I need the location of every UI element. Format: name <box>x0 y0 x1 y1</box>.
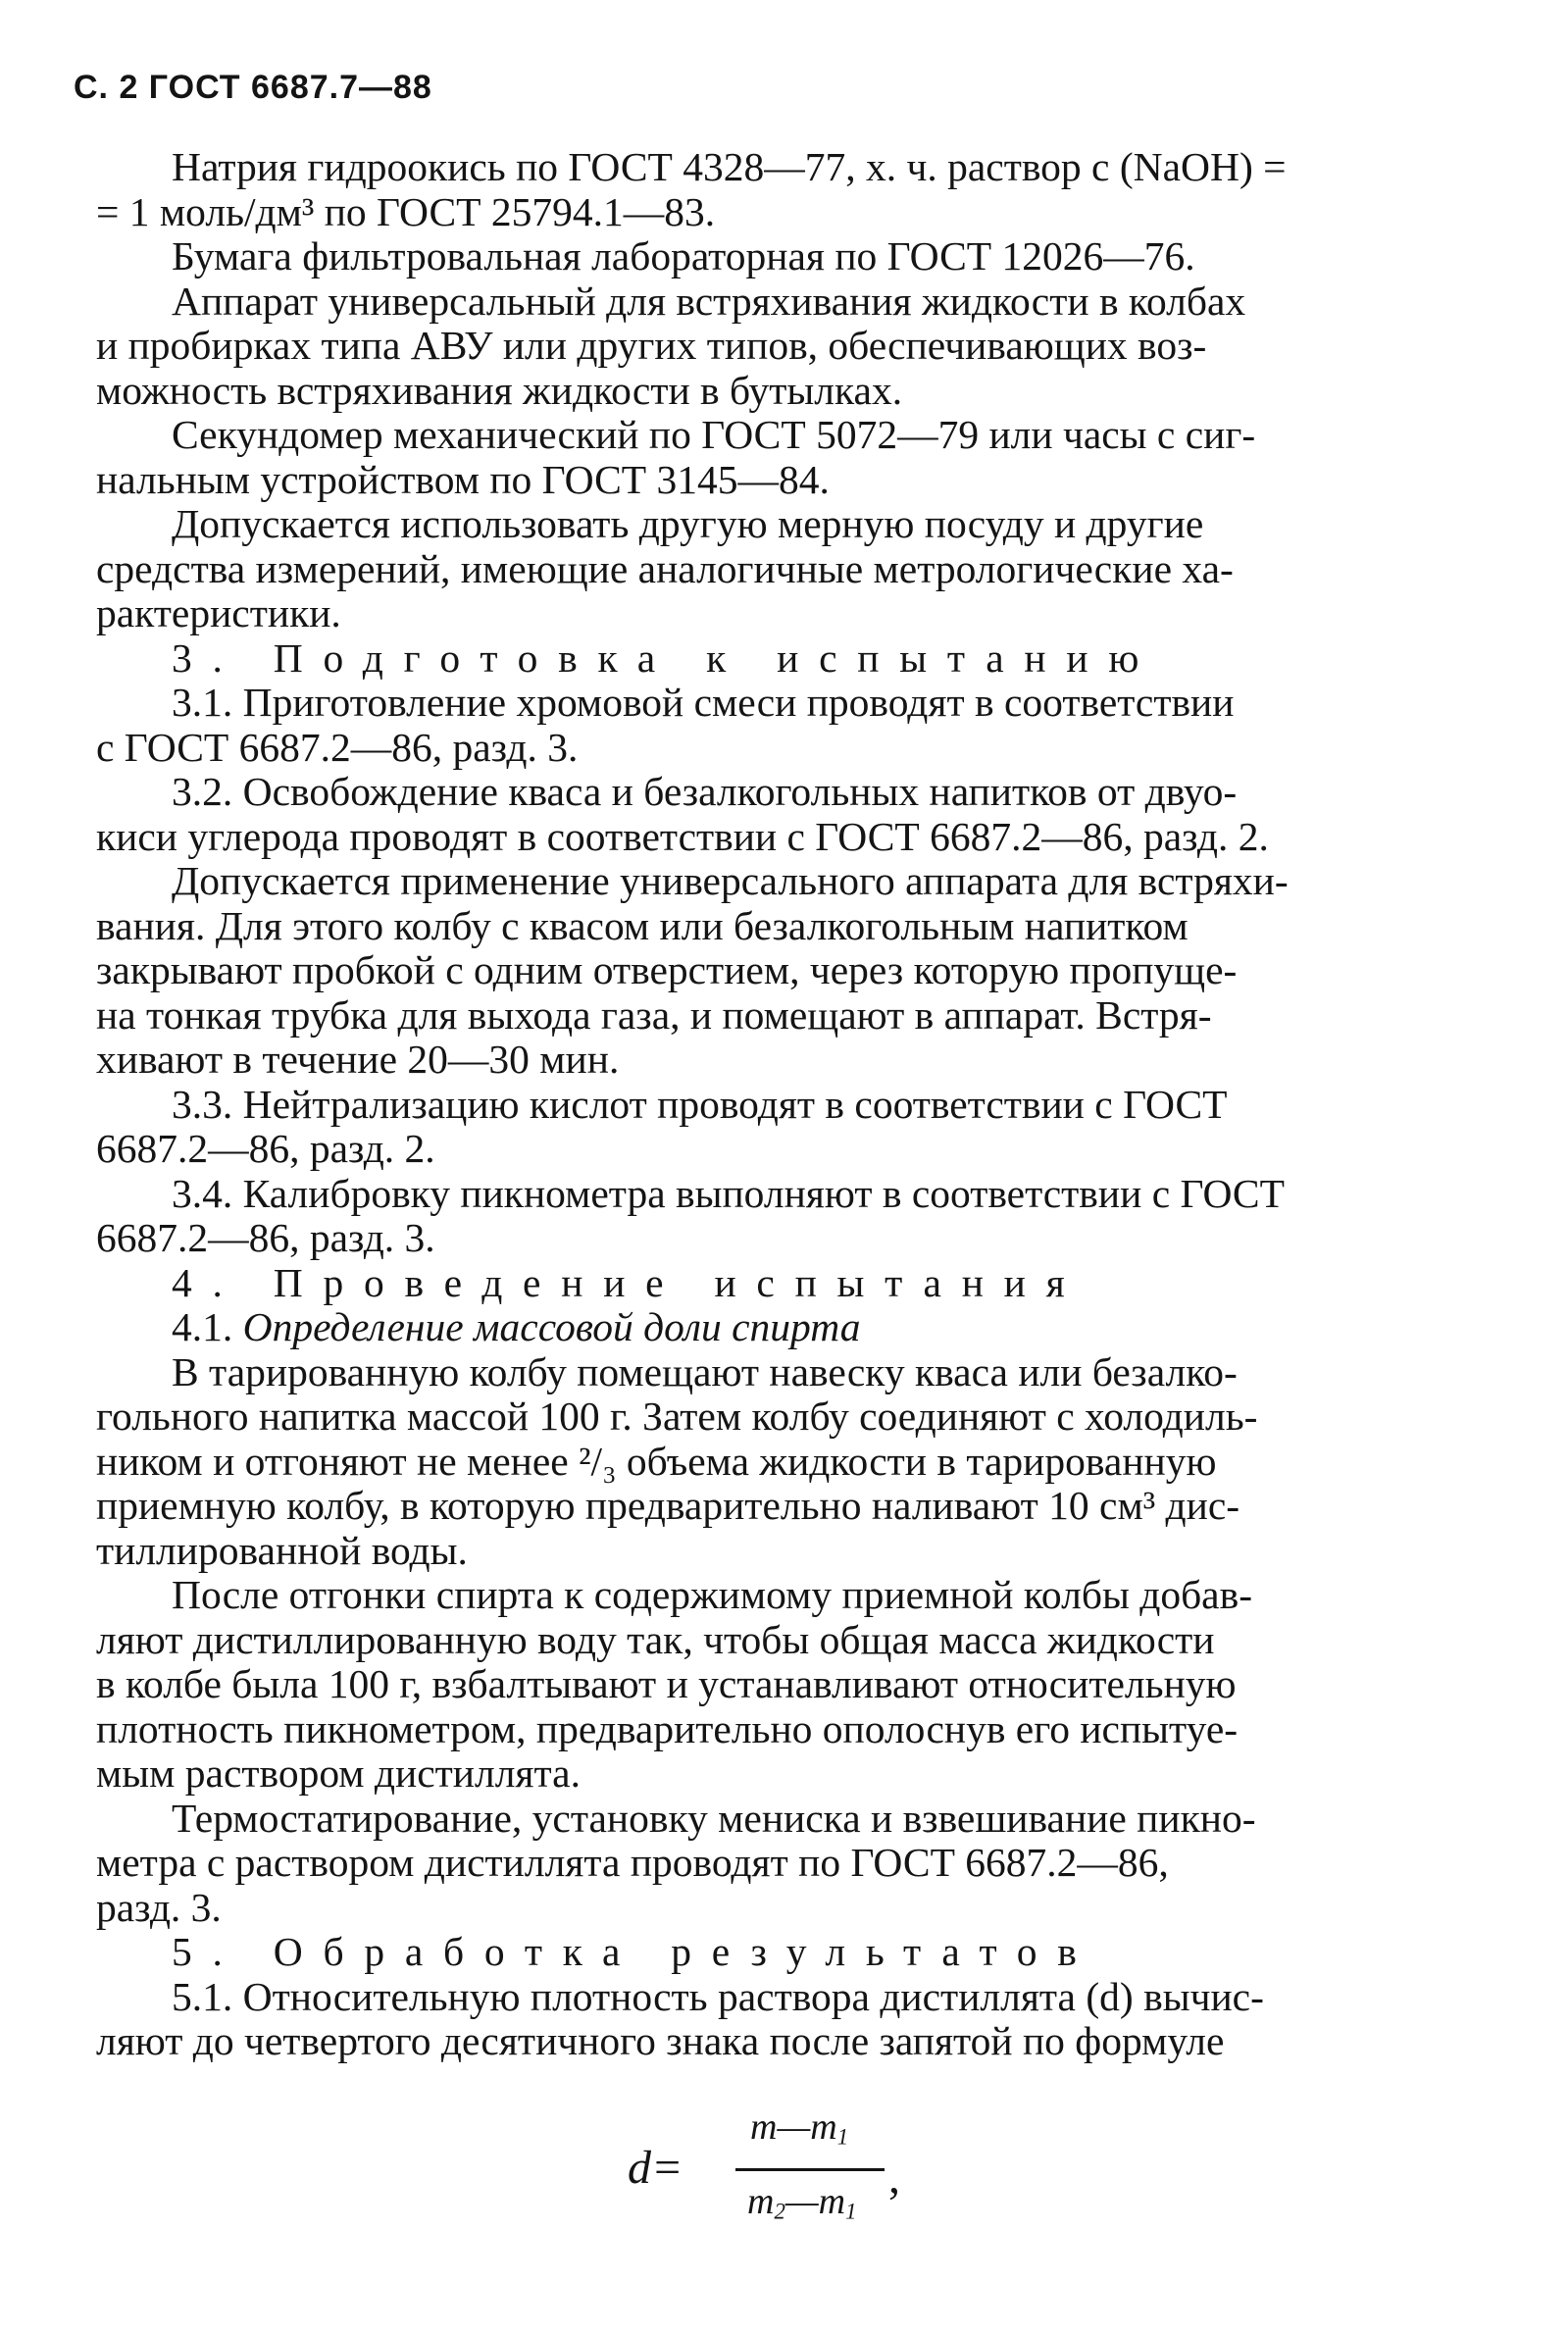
section-5-heading <box>96 1930 1467 1975</box>
section-3-heading <box>96 636 1467 682</box>
text-line: Бумага фильтровальная лабораторная по ГОСТ 12026—76. <box>172 233 1195 279</box>
section-4-heading <box>96 1261 1467 1306</box>
text-line: Секундомер механический по ГОСТ 5072—79 или часы с сиг- <box>172 412 1256 457</box>
text-line: После отгонки спирта к содержимому приемной колбы добав- <box>172 1572 1253 1617</box>
text-line: нальным устройством по ГОСТ 3145—84. <box>96 456 830 502</box>
clause-number: 4.1. <box>172 1304 243 1349</box>
text-line: 3.1. Приготовление хромовой смеси проводят в соответствии <box>172 680 1235 725</box>
text-line: в колбе была 100 г, взбалтывают и устанавливают относительную <box>96 1661 1237 1706</box>
text-line: ляют до четвертого десятичного знака после запятой по формуле <box>96 2018 1225 2063</box>
text-line: хивают в течение 20—30 мин. <box>96 1037 620 1082</box>
paragraph-naoh <box>96 145 1467 234</box>
text-line: приемную колбу, в которую предварительно наливают 10 см³ дис- <box>96 1483 1240 1528</box>
text-line: 6687.2—86, разд. 3. <box>96 1215 435 1260</box>
formula-comma: , <box>888 2152 900 2204</box>
text-line: тиллированной воды. <box>96 1527 468 1573</box>
paragraph-4-1-a <box>96 1350 1467 1574</box>
text-line: Допускается использовать другую мерную посуду и другие <box>172 501 1204 546</box>
text-line: В тарированную колбу помещают навеску кваса или безалко- <box>172 1348 1238 1394</box>
page-header: С. 2 ГОСТ 6687.7—88 <box>74 69 432 106</box>
section-title: 3. Подготовка к испытанию <box>172 634 1160 681</box>
paragraph-4-1-c <box>96 1797 1467 1931</box>
paragraph-3-3 <box>96 1083 1467 1172</box>
text-line: можность встряхивания жидкости в бутылках. <box>96 367 903 413</box>
formula-lhs: d= <box>628 2142 683 2194</box>
text-line: Аппарат универсальный для встряхивания жидкости в колбах <box>172 278 1246 324</box>
text-line: 6687.2—86, разд. 2. <box>96 1126 435 1171</box>
text-line: 3.3. Нейтрализацию кислот проводят в соответствии с ГОСТ <box>172 1081 1228 1127</box>
text-line: на тонкая трубка для выхода газа, и помещают в аппарат. Встря- <box>96 991 1212 1038</box>
text-line: закрывают пробкой с одним отверстием, через которую пропуще- <box>96 947 1238 992</box>
text-line: Термостатирование, установку мениска и взвешивание пикно- <box>172 1795 1256 1841</box>
paragraph-stopwatch <box>96 413 1467 502</box>
text-line: 5.1. Относительную плотность раствора дистиллята (d) вычис- <box>172 1973 1264 2019</box>
paragraph-3-1 <box>96 681 1467 770</box>
text-line: плотность пикнометром, предварительно ополоснув его испытуе- <box>96 1705 1239 1751</box>
text-line: мым раствором дистиллята. <box>96 1750 581 1796</box>
text-line: гольного напитка массой 100 г. Затем колбу соединяют с холодиль- <box>96 1394 1258 1439</box>
text-line: киси углерода проводят в соответствии с ГОСТ 6687.2—86, разд. 2. <box>96 813 1269 859</box>
paragraph-4-1-b <box>96 1573 1467 1797</box>
section-title: 5. Обработка результатов <box>172 1929 1097 1974</box>
fraction-bar <box>735 2168 885 2171</box>
text-line: средства измерений, имеющие аналогичные метрологические ха- <box>96 545 1234 591</box>
paragraph-5-1 <box>96 1975 1467 2064</box>
paragraph-apparatus <box>96 279 1467 414</box>
text-line: 3.2. Освобождение кваса и безалкогольных напитков от двуо- <box>172 769 1238 814</box>
text-line: Допускается применение универсального аппарата для встряхи- <box>172 858 1289 903</box>
text-line: ником и отгоняют не менее ²/₃ объема жидкости в тарированную <box>96 1438 1217 1484</box>
text-line: ляют дистиллированную воду так, чтобы общая масса жидкости <box>96 1616 1215 1662</box>
text-line <box>96 1305 1467 1350</box>
text-line: 3.4. Калибровку пикнометра выполняют в соответствии с ГОСТ <box>172 1170 1285 1216</box>
paragraph-3-4 <box>96 1172 1467 1261</box>
paragraph-paper <box>96 234 1467 279</box>
document-body <box>96 145 1467 2064</box>
paragraph-4-1-title <box>96 1305 1467 1350</box>
text-line: с ГОСТ 6687.2—86, разд. 3. <box>96 724 579 770</box>
text-line: метра с раствором дистиллята проводят по ГОСТ 6687.2—86, <box>96 1840 1169 1885</box>
paragraph-allowed <box>96 502 1467 636</box>
text-line: вания. Для этого колбу с квасом или безалкогольным напитком <box>96 902 1189 948</box>
text-line: Натрия гидроокись по ГОСТ 4328—77, х. ч. раствор c (NaOH) = <box>172 144 1287 189</box>
formula-denominator: $m_2—m_1$ <box>747 2181 857 2224</box>
formula-numerator: $m—m_1$ <box>750 2106 849 2150</box>
text-line: = 1 моль/дм³ по ГОСТ 25794.1—83. <box>96 188 716 234</box>
section-title: 4. Проведение испытания <box>172 1259 1086 1305</box>
text-line: рактеристики. <box>96 590 341 635</box>
text-line: разд. 3. <box>96 1884 222 1930</box>
density-formula <box>628 2094 922 2241</box>
paragraph-3-2 <box>96 770 1467 859</box>
text-line: и пробирках типа АВУ или других типов, обеспечивающих воз- <box>96 323 1207 368</box>
clause-title: Определение массовой доли спирта <box>242 1304 861 1349</box>
paragraph-3-2-allowed <box>96 859 1467 1083</box>
